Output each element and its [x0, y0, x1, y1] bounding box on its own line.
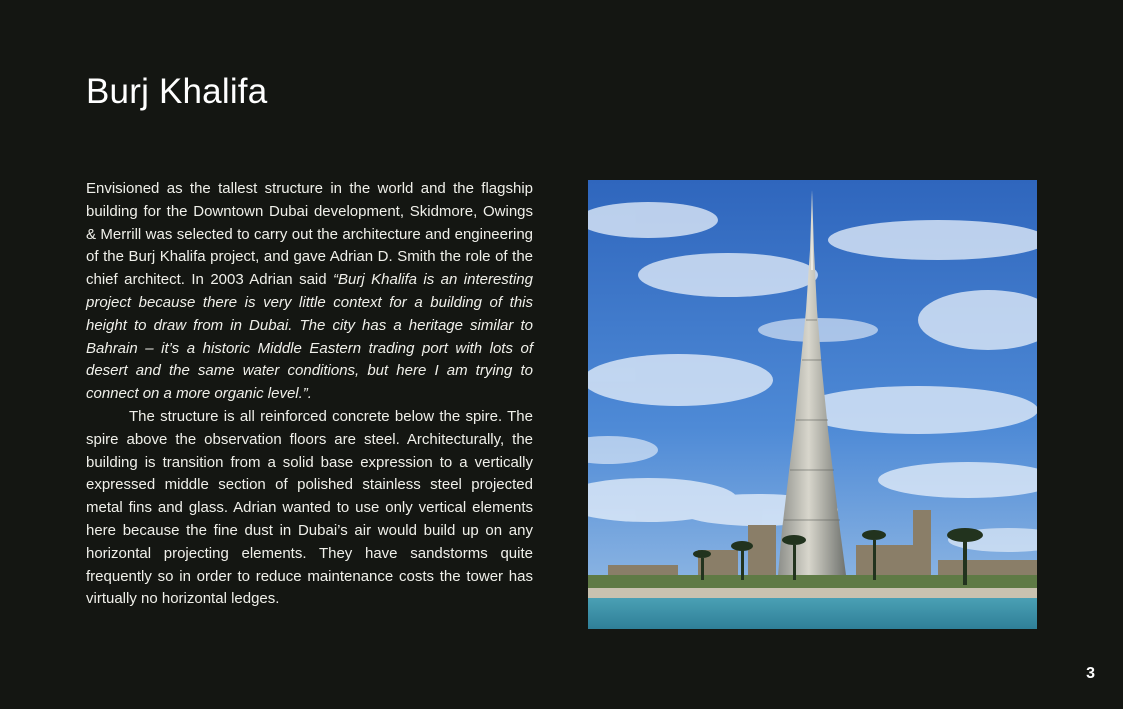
burj-khalifa-photo [588, 180, 1037, 629]
slide-title: Burj Khalifa [86, 72, 268, 111]
page-number: 3 [1086, 665, 1095, 682]
paragraph-2: The structure is all reinforced concrete below the spire. The spire above the observation floors are steel. Architecturally, the building is transition from a solid base expression to a vertically expressed middle section of polished stainless steel projected metal fins and glass. Adrian wanted to use only vertical elements here because the fine dust in Dubai’s air would build up on any horizontal projecting elements. They have sandstorms quite frequently so in order to reduce maintenance costs the tower has virtually no horizontal ledges. [86, 407, 533, 608]
paragraph-1 [86, 178, 533, 406]
paragraph-1-intro: Envisioned as the tallest structure in the world and the flagship building for the Downtown Dubai development, Skidmore, Owings & Merrill was selected to carry out the architecture and engineering of the Burj Khalifa project, and gave Adrian D. Smith the role of the chief architect. In 2003 Adrian said [86, 180, 533, 289]
body-text [86, 178, 533, 611]
adrian-smith-quote: “Burj Khalifa is an interesting project because there is very little context for a building of this height to draw from in Dubai. The city has a heritage similar to Bahrain – it’s a historic Middle Eastern trading port with lots of desert and the same water conditions, but here I am trying to connect on a more organic level.”. [86, 271, 533, 403]
